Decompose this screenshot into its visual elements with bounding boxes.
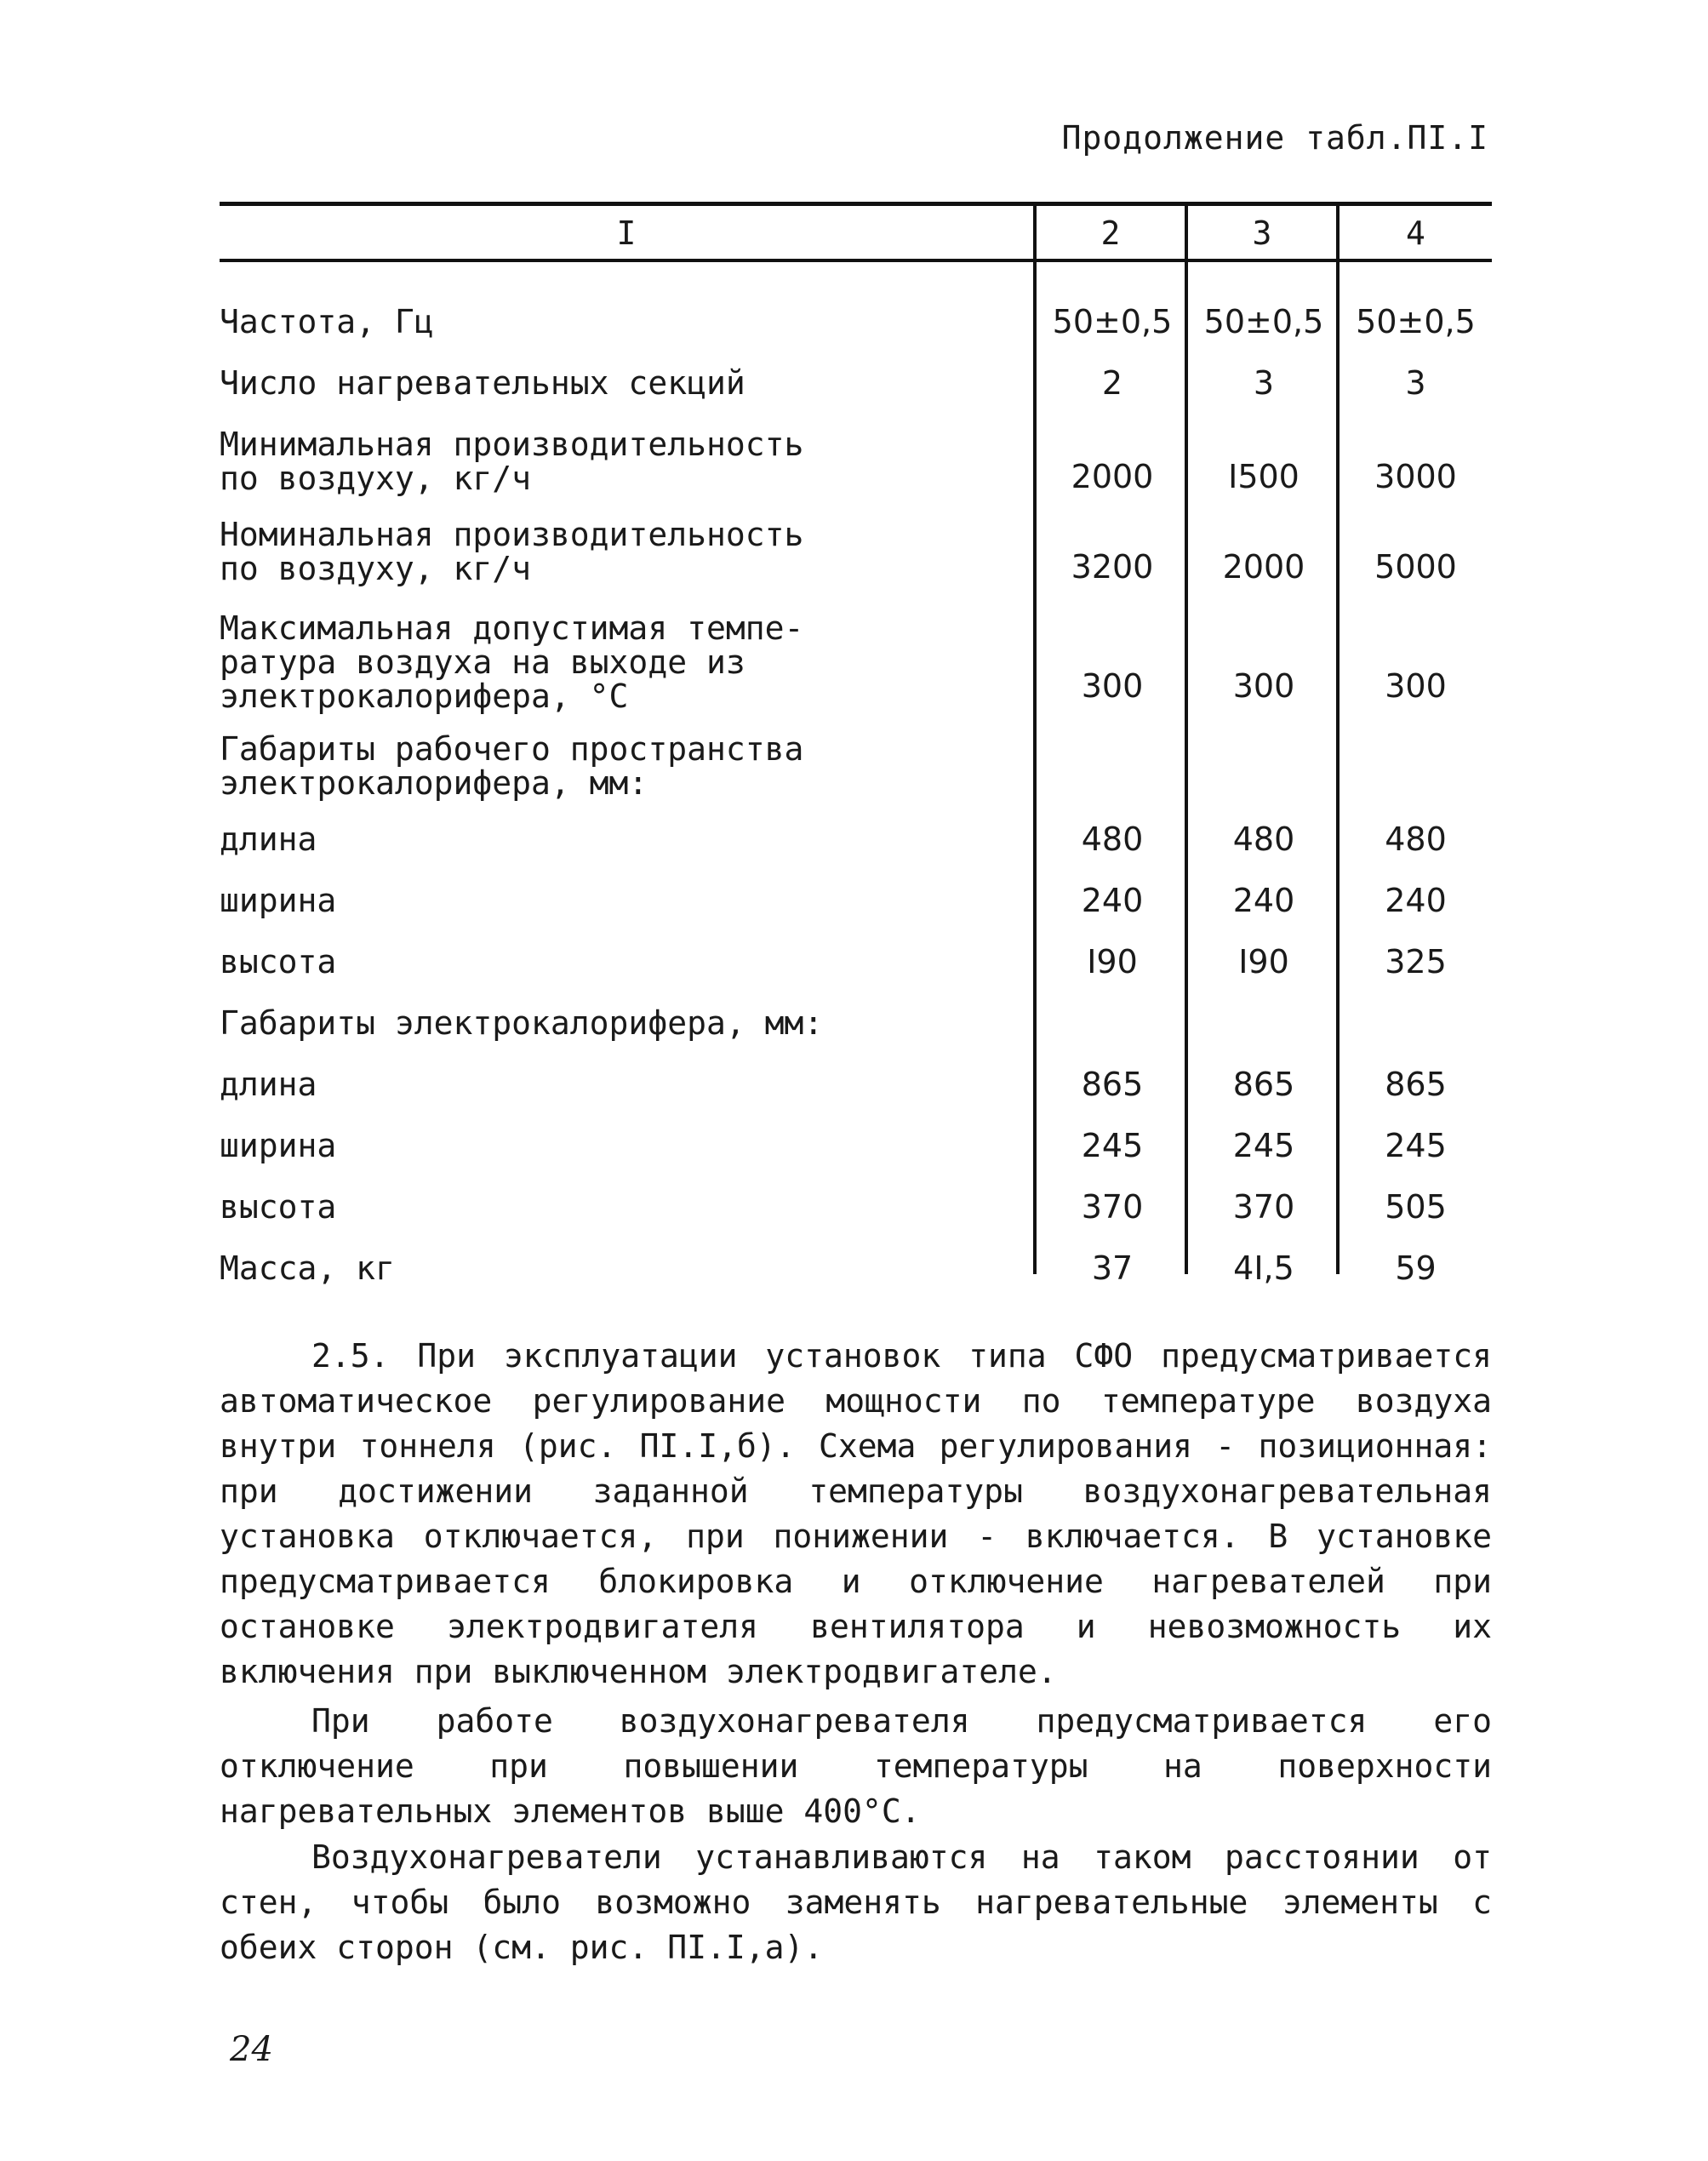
- row-label: Число нагревательных секций: [220, 364, 745, 402]
- cell-value: 2000: [1071, 458, 1154, 495]
- cell-value: 4I,5: [1233, 1249, 1294, 1287]
- cell-value: I90: [1087, 943, 1138, 980]
- cell-value: 3: [1253, 364, 1275, 402]
- cell-value: 865: [1232, 1066, 1295, 1103]
- row-label: длина: [220, 820, 317, 858]
- cell-value: 300: [1385, 667, 1447, 705]
- table-top-rule: [220, 202, 1492, 206]
- cell-value: 240: [1385, 882, 1447, 919]
- table-header-rule: [220, 259, 1492, 262]
- row-label: длина: [220, 1066, 317, 1103]
- cell-value: 245: [1232, 1127, 1295, 1164]
- row-label: высота: [220, 943, 337, 980]
- table-caption: Продолжение табл.ПI.I: [1061, 119, 1488, 157]
- row-label: ширина: [220, 1127, 337, 1164]
- cell-value: 480: [1232, 820, 1295, 858]
- cell-value: 3000: [1374, 458, 1457, 495]
- cell-value: 5000: [1374, 548, 1457, 586]
- row-label: высота: [220, 1188, 337, 1226]
- cell-value: 50±0,5: [1356, 303, 1476, 340]
- body-paragraph: При работе воздухонагревателя предусматривается его отключение при повышении температуры на поверхности нагревательных элементов выше 400°С.: [220, 1702, 1492, 1830]
- cell-value: 300: [1232, 667, 1295, 705]
- cell-value: 3200: [1071, 548, 1154, 586]
- cell-value: 865: [1385, 1066, 1447, 1103]
- table-header-cell: 3: [1252, 214, 1272, 252]
- cell-value: 3: [1405, 364, 1426, 402]
- cell-value: I500: [1228, 458, 1300, 495]
- cell-value: 300: [1081, 667, 1144, 705]
- cell-value: I90: [1238, 943, 1289, 980]
- cell-value: 2: [1101, 364, 1123, 402]
- body-paragraph: 2.5. При эксплуатации установок типа СФО предусматривается автоматическое регулирование мощности по температуре воздуха внутри тоннеля (рис. ПI.I,б). Схема регулирования - позиционная: при достижении заданной температуры воздухонагревательная установка отключается, при понижении - включается. В установке предусматривается блокировка и отключение нагревателей при остановке электродвигателя вентилятора и невозможность их включения при выключенном электродвигателе.: [220, 1337, 1492, 1690]
- row-label: Габариты рабочего пространства электрокалорифера, мм:: [220, 730, 804, 802]
- cell-value: 240: [1081, 882, 1144, 919]
- row-label: ширина: [220, 882, 337, 919]
- page-number: 24: [230, 2030, 273, 2069]
- row-label: Максимальная допустимая темпе- ратура воздуха на выходе из электрокалорифера, °С: [220, 609, 804, 715]
- cell-value: 245: [1385, 1127, 1447, 1164]
- cell-value: 370: [1232, 1188, 1295, 1226]
- cell-value: 2000: [1222, 548, 1305, 586]
- cell-value: 245: [1081, 1127, 1144, 1164]
- cell-value: 50±0,5: [1203, 303, 1324, 340]
- table-column-divider: [1033, 202, 1037, 1274]
- table-column-divider: [1185, 202, 1188, 1274]
- row-label: Номинальная производительность по воздуху, кг/ч: [220, 516, 804, 587]
- row-label: Габариты электрокалорифера, мм:: [220, 1004, 824, 1042]
- cell-value: 59: [1395, 1249, 1437, 1287]
- row-label: Минимальная производительность по воздуху, кг/ч: [220, 426, 804, 497]
- cell-value: 50±0,5: [1052, 303, 1173, 340]
- cell-value: 865: [1081, 1066, 1144, 1103]
- cell-value: 325: [1385, 943, 1447, 980]
- table-header-cell: 4: [1406, 214, 1425, 252]
- cell-value: 37: [1091, 1249, 1134, 1287]
- body-paragraph: Воздухонагреватели устанавливаются на таком расстоянии от стен, чтобы было возможно заменять нагревательные элементы с обеих сторон (см. рис. ПI.I,а).: [220, 1838, 1492, 1966]
- row-label: Частота, Гц: [220, 303, 434, 340]
- cell-value: 505: [1385, 1188, 1447, 1226]
- cell-value: 480: [1385, 820, 1447, 858]
- table-header-cell: I: [616, 214, 637, 252]
- row-label: Масса, кг: [220, 1249, 395, 1287]
- table-column-divider: [1336, 202, 1340, 1274]
- table-header-cell: 2: [1100, 214, 1121, 252]
- cell-value: 480: [1081, 820, 1144, 858]
- cell-value: 370: [1081, 1188, 1144, 1226]
- cell-value: 240: [1232, 882, 1295, 919]
